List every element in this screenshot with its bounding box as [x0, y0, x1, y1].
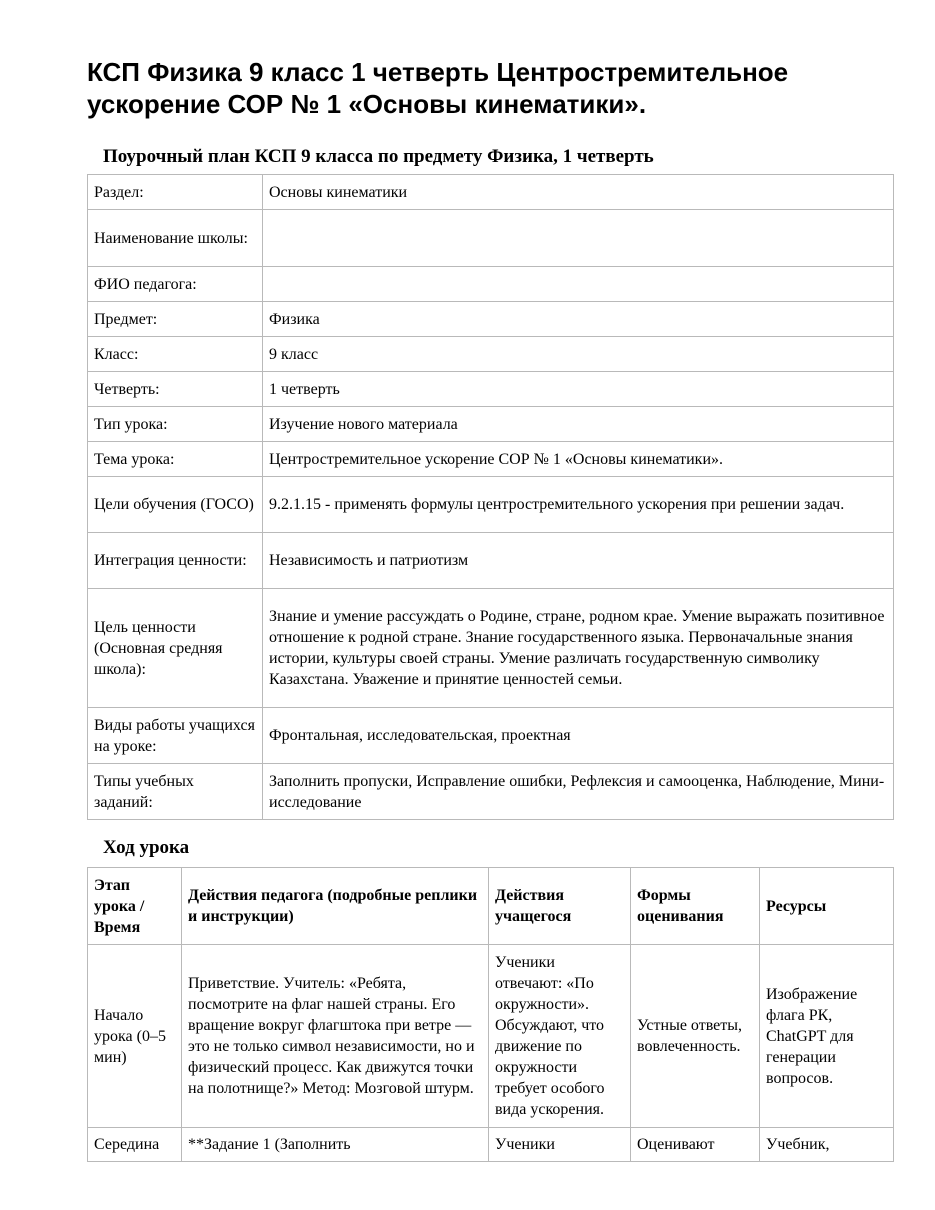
student-actions-cell: Ученики отвечают: «По окружности». Обсуждают, что движение по окружности требует особого вида ускорения. [489, 945, 631, 1128]
info-label: Тип урока: [88, 407, 263, 442]
info-value: 9.2.1.15 - применять формулы центростремительного ускорения при решении задач. [263, 477, 894, 533]
info-value: Знание и умение рассуждать о Родине, стране, родном крае. Умение выражать позитивное отношение к родной стране. Знание государственного языка. Первоначальные знания истории, культуры своей страны. Умение различать государственную символику Казахстана. Уважение и принятие ценностей семьи. [263, 589, 894, 708]
lesson-info-table [87, 174, 894, 820]
progress-header-row [88, 868, 894, 945]
info-value: Изучение нового материала [263, 407, 894, 442]
info-row [88, 533, 894, 589]
column-header-assessment: Формы оценивания [631, 868, 760, 945]
document-page [87, 56, 893, 1162]
info-label: Цели обучения (ГОСО) [88, 477, 263, 533]
info-value: Центростремительное ускорение СОР № 1 «Основы кинематики». [263, 442, 894, 477]
info-label: ФИО педагога: [88, 267, 263, 302]
info-row [88, 372, 894, 407]
info-row [88, 267, 894, 302]
info-row [88, 210, 894, 267]
info-value: Фронтальная, исследовательская, проектная [263, 708, 894, 764]
info-value: Заполнить пропуски, Исправление ошибки, Рефлексия и самооценка, Наблюдение, Мини-исследование [263, 764, 894, 820]
info-label: Типы учебных заданий: [88, 764, 263, 820]
info-value: 9 класс [263, 337, 894, 372]
info-label: Четверть: [88, 372, 263, 407]
info-value: Физика [263, 302, 894, 337]
info-label: Тема урока: [88, 442, 263, 477]
stage-cell: Начало урока (0–5 мин) [88, 945, 182, 1128]
info-value: Независимость и патриотизм [263, 533, 894, 589]
info-label: Наименование школы: [88, 210, 263, 267]
info-row [88, 407, 894, 442]
column-header-students: Действия учащегося [489, 868, 631, 945]
info-row [88, 764, 894, 820]
info-label: Раздел: [88, 175, 263, 210]
info-value [263, 267, 894, 302]
info-row [88, 175, 894, 210]
info-label: Интеграция ценности: [88, 533, 263, 589]
progress-row [88, 1128, 894, 1162]
teacher-actions-cell: Приветствие. Учитель: «Ребята, посмотрите на флаг нашей страны. Его вращение вокруг флагштока при ветре — это не только символ независимости, но и физический процесс. Как движутся точки на полотнище?» Метод: Мозговой штурм. [182, 945, 489, 1128]
info-label: Цель ценности (Основная средняя школа): [88, 589, 263, 708]
assessment-cell: Устные ответы, вовлеченность. [631, 945, 760, 1128]
info-label: Виды работы учащихся на уроке: [88, 708, 263, 764]
info-value: Основы кинематики [263, 175, 894, 210]
plan-heading: Поурочный план КСП 9 класса по предмету Физика, 1 четверть [103, 146, 654, 167]
info-row [88, 477, 894, 533]
assessment-cell: Оценивают [631, 1128, 760, 1162]
progress-row [88, 945, 894, 1128]
column-header-teacher: Действия педагога (подробные реплики и инструкции) [182, 868, 489, 945]
column-header-resources: Ресурсы [760, 868, 894, 945]
info-value [263, 210, 894, 267]
info-value: 1 четверть [263, 372, 894, 407]
document-title: КСП Физика 9 класс 1 четверть Центростремительное ускорение СОР № 1 «Основы кинематики». [87, 57, 789, 119]
info-row [88, 302, 894, 337]
info-row [88, 708, 894, 764]
info-row [88, 337, 894, 372]
resources-cell: Изображение флага РК, ChatGPT для генерации вопросов. [760, 945, 894, 1128]
student-actions-cell: Ученики [489, 1128, 631, 1162]
info-label: Класс: [88, 337, 263, 372]
resources-cell: Учебник, [760, 1128, 894, 1162]
info-row [88, 442, 894, 477]
teacher-actions-cell: **Задание 1 (Заполнить [182, 1128, 489, 1162]
info-row [88, 589, 894, 708]
column-header-stage: Этап урока / Время [88, 868, 182, 945]
info-label: Предмет: [88, 302, 263, 337]
progress-heading: Ход урока [103, 837, 190, 858]
stage-cell: Середина [88, 1128, 182, 1162]
lesson-progress-table [87, 867, 894, 1162]
